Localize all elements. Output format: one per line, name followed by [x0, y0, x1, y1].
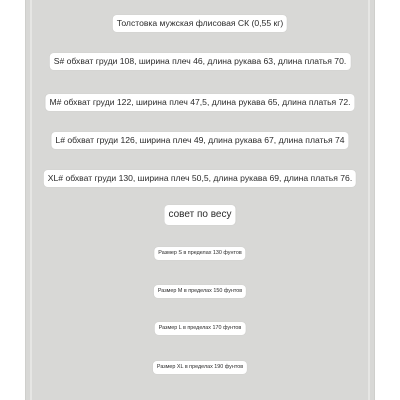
size-spec-l: L# обхват груди 126, ширина плеч 49, длина рукава 67, длина платья 74: [51, 132, 348, 149]
size-spec-s: S# обхват груди 108, ширина плеч 46, длина рукава 63, длина платья 70.: [50, 53, 351, 70]
size-spec-m: M# обхват груди 122, ширина плеч 47,5, длина рукава 65, длина платья 72.: [45, 94, 354, 111]
weight-advice-xl: Размер XL в пределах 190 фунтов: [153, 361, 247, 374]
weight-advice-heading: совет по весу: [165, 205, 236, 225]
weight-advice-s: Размер S в пределах 130 фунтов: [154, 247, 245, 260]
product-title: Толстовка мужская флисовая СК (0,55 кг): [113, 15, 287, 32]
weight-advice-m: Размер M в пределах 150 фунтов: [154, 285, 246, 298]
size-spec-xl: XL# обхват груди 130, ширина плеч 50,5, длина рукава 69, длина платья 76.: [44, 170, 356, 187]
weight-advice-l: Размер L в пределах 170 фунтов: [155, 322, 246, 335]
content-panel: [25, 0, 375, 400]
